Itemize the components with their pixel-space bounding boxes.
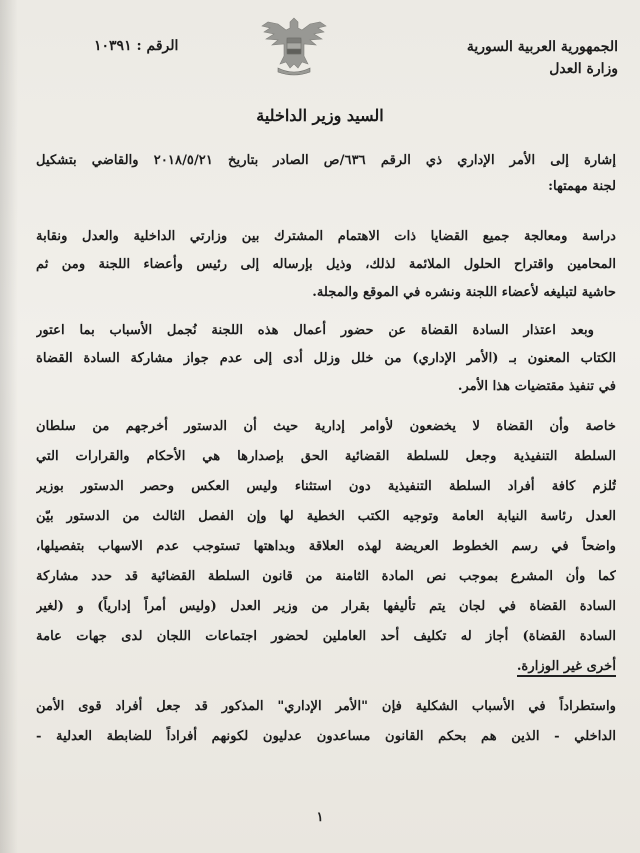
body-line: واستطراداً في الأسباب الشكلية فإن "الأمر الإداري" المذكور قد جعل أفراد قوى الأمن <box>36 699 616 714</box>
body-line: الكتاب المعنون بـ (الأمر الإداري) من خلل وزلل أدى إلى عدم جواز مشاركة السادة القضاة <box>36 351 616 366</box>
body-line: السادة القضاة في لجان يتم تأليفها بقرار من وزير العدل (وليس أمراً إدارياً) و (لغير <box>36 599 616 614</box>
body-line-wrap <box>36 654 616 680</box>
body-line: وبعد اعتذار السادة القضاة عن حضور أعمال هذه اللجنة نُجمل الأسباب بما اعتور <box>36 323 594 338</box>
body-line: السلطة التنفيذية وجعل للسلطة القضائية الحق بإصدارها هي الأحكام والقرارات التي <box>36 449 616 464</box>
body-line: واضحاً في رسم الخطوط العريضة لهذه العلاقة وبداهتها تستوجب عدم الاسهاب بتفصيلها، <box>36 539 616 554</box>
body-line: لجنة مهمتها: <box>548 179 616 194</box>
ministry-name: وزارة العدل <box>549 61 618 77</box>
body-line: في تنفيذ مقتضيات هذا الأمر. <box>457 379 616 394</box>
underlined-text: أخرى غير الوزارة. <box>517 659 616 677</box>
page-shadow <box>0 0 18 853</box>
letter-title: السيد وزير الداخلية <box>256 106 384 125</box>
body-line: إشارة إلى الأمر الإداري ذي الرقم ٦٣٦/ص الصادر بتاريخ ٢٠١٨/٥/٢١ والقاضي بتشكيل <box>36 153 616 168</box>
republic-name: الجمهورية العربية السورية <box>466 39 618 55</box>
body-line: المحامين واقتراح الحلول الملائمة لذلك، وذيل بإرساله إلى رئيس وأعضاء اللجنة ومن ثم <box>36 257 616 272</box>
body-line: كما وأن المشرع بموجب نص المادة الثامنة من قانون السلطة القضائية قد حدد مشاركة <box>36 569 616 584</box>
body-line: تُلزم كافة أفراد السلطة التنفيذية دون استثناء وليس العكس وحصر الدستور بوزير <box>36 479 616 494</box>
body-line: خاصة وأن القضاة لا يخضعون لأوامر إدارية حيث أن الدستور أخرجهم من سلطان <box>36 419 616 434</box>
letterhead-right <box>418 36 618 80</box>
syrian-eagle-emblem-icon <box>256 12 332 78</box>
body-line: العدل رئاسة النيابة العامة وتوجيه الكتب الخطية لها وإن الفصل الثالث من الدستور بيّن <box>36 509 616 524</box>
body-line: السادة القضاة) أجاز له تكليف أحد العاملين لحضور اجتماعات اللجان لدى جهات عامة <box>36 629 616 644</box>
body-line: دراسة ومعالجة جميع القضايا ذات الاهتمام المشترك بين وزارتي الداخلية والعدل ونقابة <box>36 229 616 244</box>
body-line: الداخلي - الذين هم بحكم القانون مساعدون عدليون لكونهم أفراداً للضابطة العدلية - <box>36 729 616 744</box>
reference-number: الرقم : ١٠٣٩١ <box>94 38 179 54</box>
page-number: ١ <box>316 810 324 825</box>
body-line: حاشية لتبليغه لأعضاء اللجنة ونشره في الموقع والمجلة. <box>312 285 616 300</box>
